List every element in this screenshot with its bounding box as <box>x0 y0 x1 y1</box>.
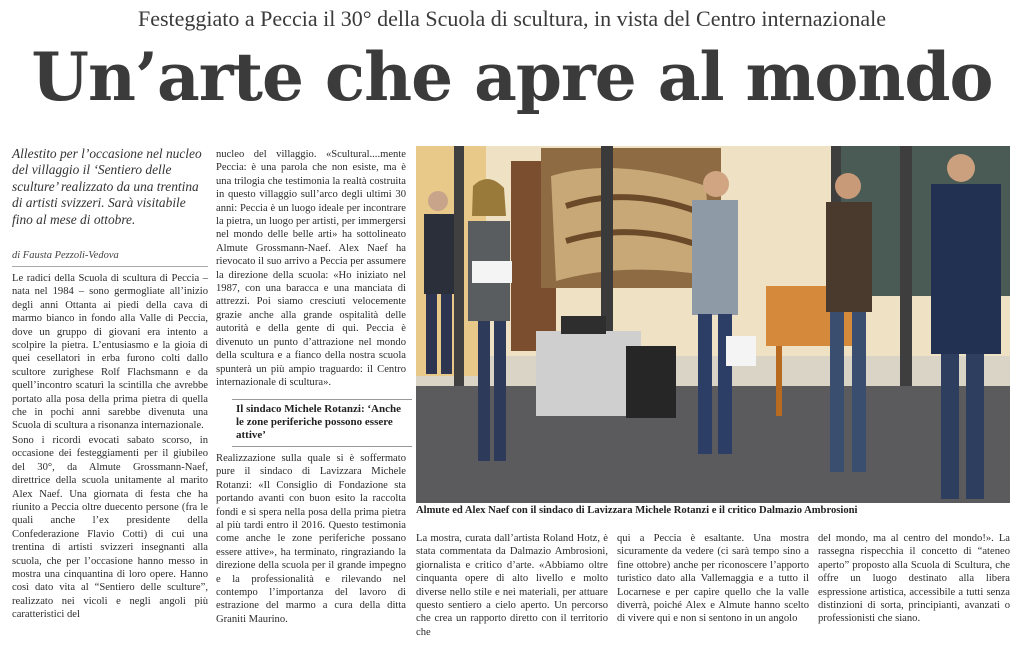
article-headline: Un’arte che apre al mondo <box>31 38 993 116</box>
article-subhead: Il sindaco Michele Rotanzi: ‘Anche le zone periferiche possono essere attive’ <box>232 399 412 447</box>
column-4 <box>617 532 809 627</box>
column-2-paragraph-2: Realizzazione sulla quale si è soffermato pure il sindaco di Lavizzara Michele Rotanzi: «Il Consiglio di Fondazione sta portando avanti con buon esito la raccolta fondi e si spera nella posa della prima pietra al più tardi entro il 2016. Questo testimonia come anche le zone periferiche possano essere attive», ha terminato, ringraziando la direzione della scuola per il grande impegno e la professionalità e rilevando nel contempo l’importanza del lavoro di estrazione del marmo a cura della ditta Graniti Maurino. <box>216 453 406 625</box>
byline-divider <box>12 266 208 267</box>
column-4-text: qui a Peccia è esaltante. Una mostra sicuramente da vedere (ci sarà tempo sino a fine ottobre) anche per riconoscere l’apporto turistico dato alla Vallemaggia e a tutto il Locarnese e per capire quello che la valle diverrà, poiché Alex e Almute hanno scelto di vivere qui e non si sentono in un angolo <box>617 533 809 625</box>
column-1 <box>12 272 208 623</box>
column-5 <box>818 532 1010 627</box>
article-kicker: Festeggiato a Peccia il 30° della Scuola di scultura, in vista del Centro internazionale <box>137 6 887 31</box>
column-3 <box>416 532 608 640</box>
column-2 <box>216 148 406 390</box>
article-byline: di Fausta Pezzoli-Vedova <box>12 250 119 261</box>
article-photo <box>416 146 1010 503</box>
article-intro: Allestito per l’occasione nel nucleo del villaggio il ‘Sentiero delle sculture’ realizzato da una trentina di artisti svizzeri. Sarà visitabile fino al mese di ottobre. <box>12 146 202 227</box>
column-2-paragraph-1: nucleo del villaggio. «Scultural....mente Peccia: è una parola che non esiste, ma è una trilogia che testimonia la realtà costruita in questo villaggio sull’arco degli ultimi 30 anni: Peccia è un luogo ideale per incontrare la pietra, un luogo per artisti, per immergersi nel mondo delle belle arti» ha sottolineato Almute Grossmann-Naef. Alex Naef ha rievocato il suo arrivo a Peccia per assumere la direzione della scuola: «Ho iniziato nel 1987, con una baracca e una manciata di attrezzi. Poi siamo cresciuti velocemente grazie anche alla grande ospitalità delle autorità e della gente di qui. Peccia è divenuto un punto d’attrazione nel mondo della scultura e a fianco della nostra scuola spunterà un più ampio traguardo: il Centro internazionale di scultura». <box>216 149 406 388</box>
column-1-paragraph-1: Le radici della Scuola di scultura di Peccia – nata nel 1984 – sono germogliate all’inizio degli anni Ottanta ai piedi della cava di marmo bianco in fondo alla Valle di Peccia, dove un gruppo di giovani era intento a scolpire la pietra. L’entusiasmo e la gioia di quei cesellatori in erba furono colti dallo scultore zurighese Rolf Flachsmann e da quell’incontro scaturì la scintilla che avrebbe portato alla posa della prima pietra di quella che in pochi anni sarebbe divenuta una Scuola di scultura a risonanza internazionale. <box>12 273 208 432</box>
column-1-paragraph-2: Sono i ricordi evocati sabato scorso, in occasione dei festeggiamenti per il giubileo del 30°, da Almute Grossmann-Naef, direttrice della scuola unitamente al marito Alex Naef. Una giornata di festa che ha riunito a Peccia oltre duecento persone (fra le quali anche l’ex presidente della Confederazione Flavio Cotti) di cui una trentina di artisti svizzeri insegnanti alla scuola, che per l’occasione hanno messo in mostra una cinquantina di loro opere. Hanno così dato vita al “Sentiero delle sculture”, realizzato nei vicoli e negli angoli più caratteristici del <box>12 434 208 621</box>
column-3-text: La mostra, curata dall’artista Roland Hotz, è stata commentata da Dalmazio Ambrosioni, giornalista e critico d’arte. «Abbiamo oltre cinquanta opere di alto livello e molto diverse nello stile e nei materiali, per attuare questo sentiero a cielo aperto. Un percorso che crea un rapporto diretto con il territorio che <box>416 533 608 638</box>
column-2-continued <box>216 452 406 627</box>
column-5-text: del mondo, ma al centro del mondo!». La rassegna rispecchia il concetto di “ateneo aperto” proposto alla Scuola di Scultura, che offre un luogo destinato alla libera espressione artistica, accessibile a tutti senza distinzioni di sorta, principianti, avanzati o professionisti che siano. <box>818 533 1010 625</box>
photo-caption: Almute ed Alex Naef con il sindaco di Lavizzara Michele Rotanzi e il critico Dalmazio Ambrosioni <box>416 505 858 516</box>
